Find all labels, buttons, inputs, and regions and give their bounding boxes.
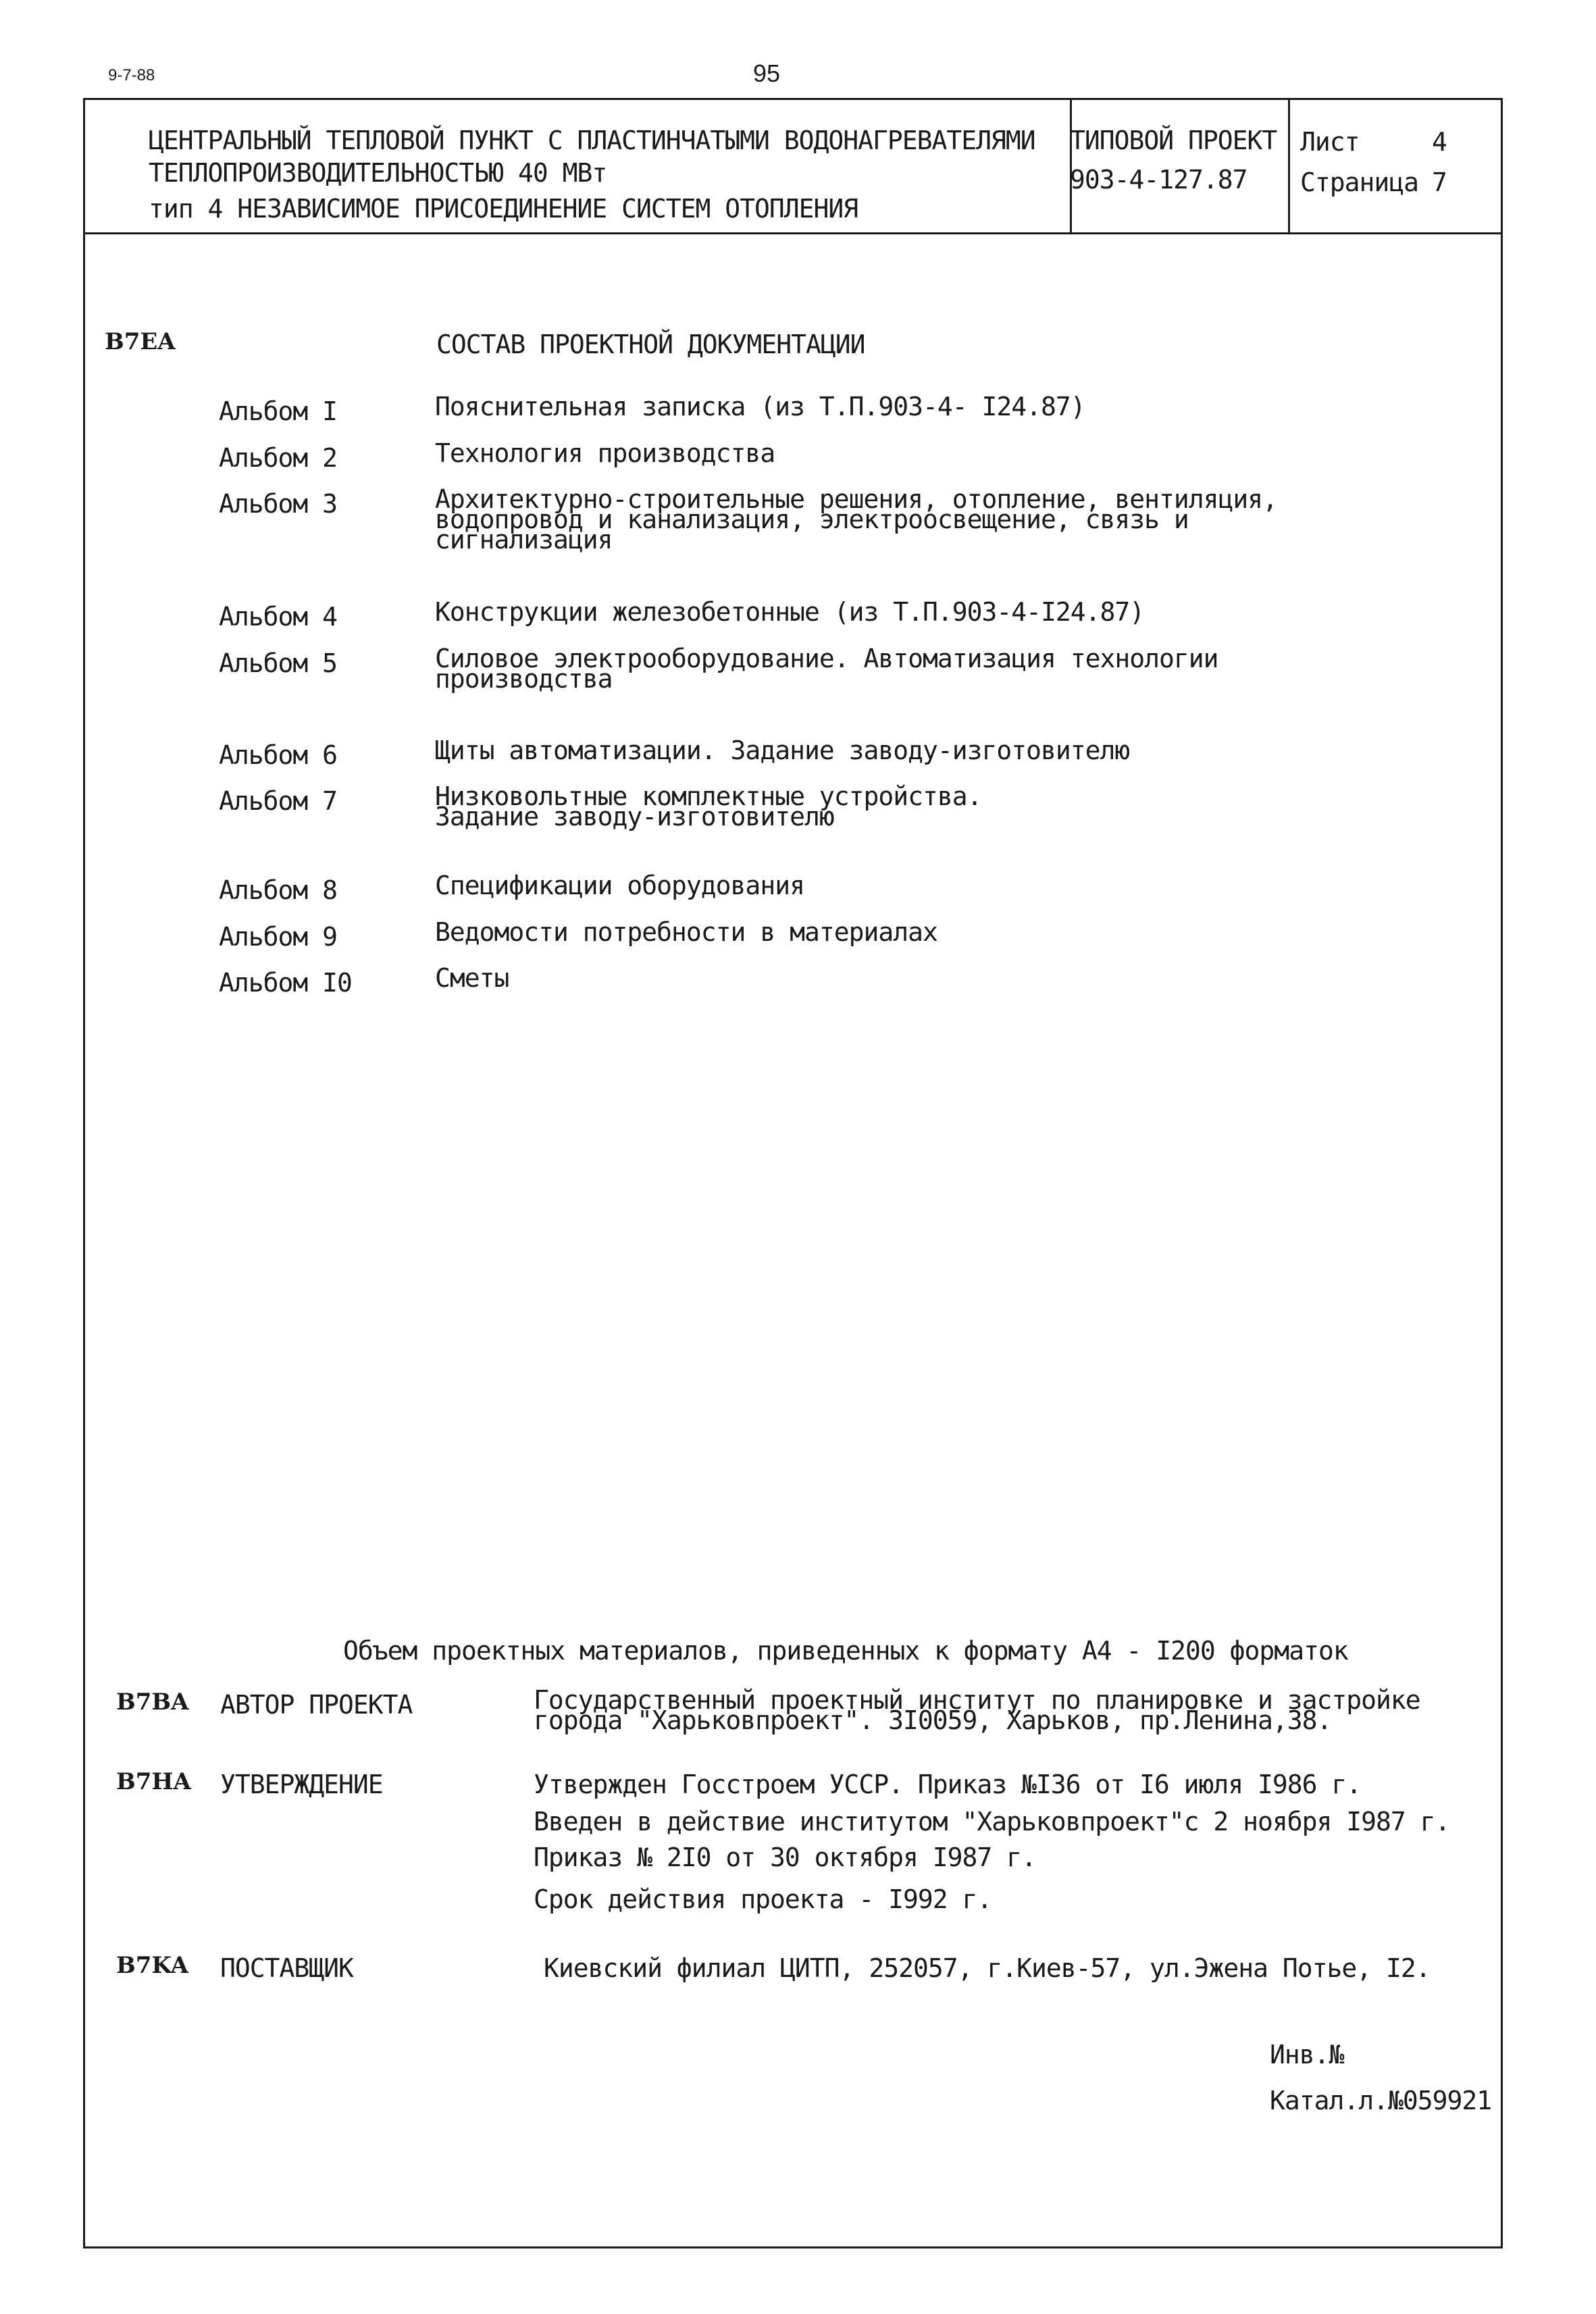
album-title: Архитектурно-строительные решения, отопление, вентиляция, водопровод и канализация, электроосвещение, связь и сигнализация bbox=[435, 484, 1278, 555]
title-block-separator bbox=[1288, 98, 1290, 234]
series-code: 9-7-88 bbox=[108, 66, 155, 84]
sheet-number: 4 bbox=[1432, 127, 1447, 157]
album-label: Альбом 5 bbox=[219, 648, 338, 678]
album-label: Альбом 9 bbox=[219, 922, 338, 952]
catalog-number: Катал.л.№059921 bbox=[1270, 2086, 1492, 2115]
album-label: Альбом 7 bbox=[219, 786, 338, 816]
sheet-label: Лист bbox=[1300, 127, 1360, 157]
album-title: Щиты автоматизации. Задание заводу-изготовителю bbox=[435, 736, 1130, 765]
album-title: Конструкции железобетонные (из Т.П.903-4-I24.87) bbox=[435, 597, 1145, 627]
page-number: 95 bbox=[753, 59, 781, 87]
composition-code: B7EA bbox=[105, 328, 176, 355]
supplier-text: Киевский филиал ЦИТП, 252057, г.Киев-57, ул.Эжена Потье, I2. bbox=[544, 1953, 1431, 1983]
project-title-line-3: тип 4 НЕЗАВИСИМОЕ ПРИСОЕДИНЕНИЕ СИСТЕМ ОТОПЛЕНИЯ bbox=[149, 194, 858, 224]
approval-code: B7HA bbox=[116, 1768, 191, 1795]
author-label: АВТОР ПРОЕКТА bbox=[220, 1690, 413, 1720]
project-title-line-2: ТЕПЛОПРОИЗВОДИТЕЛЬНОСТЬЮ 40 МВт bbox=[149, 158, 607, 188]
project-number: 903-4-127.87 bbox=[1070, 165, 1247, 195]
composition-heading: СОСТАВ ПРОЕКТНОЙ ДОКУМЕНТАЦИИ bbox=[436, 330, 865, 359]
approval-line: Утвержден Госстроем УССР. Приказ №I36 от I6 июля I986 г. bbox=[534, 1770, 1362, 1799]
page-value: 7 bbox=[1432, 168, 1447, 197]
album-label: Альбом I0 bbox=[219, 968, 352, 998]
approval-label: УТВЕРЖДЕНИЕ bbox=[220, 1770, 383, 1799]
approval-line: Приказ № 2I0 от 30 октября I987 г. bbox=[534, 1843, 1036, 1872]
album-title: Пояснительная записка (из Т.П.903-4- I24.87) bbox=[435, 392, 1085, 421]
approval-line: Введен в действие институтом "Харьковпроект"с 2 ноября I987 г. bbox=[534, 1807, 1450, 1836]
album-title: Сметы bbox=[435, 963, 509, 993]
album-title: Силовое электрооборудование. Автоматизация технологии производства bbox=[435, 644, 1218, 694]
approval-line: Срок действия проекта - I992 г. bbox=[534, 1884, 992, 1914]
album-label: Альбом I bbox=[219, 396, 338, 426]
volume-note: Объем проектных материалов, приведенных к формату А4 - I200 форматок bbox=[343, 1636, 1348, 1666]
inventory-number: Инв.№ bbox=[1270, 2040, 1344, 2069]
album-label: Альбом 3 bbox=[219, 489, 338, 519]
album-label: Альбом 2 bbox=[219, 443, 338, 473]
album-label: Альбом 8 bbox=[219, 875, 338, 905]
page-label: Страница bbox=[1300, 168, 1419, 197]
album-title: Технология производства bbox=[435, 438, 775, 468]
supplier-code: B7KA bbox=[116, 1952, 188, 1979]
album-label: Альбом 6 bbox=[219, 740, 338, 770]
album-title: Спецификации оборудования bbox=[435, 871, 804, 900]
author-code: B7BA bbox=[116, 1689, 189, 1716]
author-text: Государственный проектный институт по планировке и застройке города "Харьковпроект". 3I0059, Харьков, пр.Ленина,38. bbox=[534, 1685, 1420, 1735]
project-title-line-1: ЦЕНТРАЛЬНЫЙ ТЕПЛОВОЙ ПУНКТ С ПЛАСТИНЧАТЫМИ ВОДОНАГРЕВАТЕЛЯМИ bbox=[149, 126, 1035, 155]
project-type-label: ТИПОВОЙ ПРОЕКТ bbox=[1070, 126, 1277, 155]
album-label: Альбом 4 bbox=[219, 602, 338, 632]
supplier-label: ПОСТАВЩИК bbox=[220, 1953, 353, 1983]
album-title: Низковольтные комплектные устройства. Задание заводу-изготовителю bbox=[435, 781, 982, 831]
album-title: Ведомости потребности в материалах bbox=[435, 917, 937, 947]
